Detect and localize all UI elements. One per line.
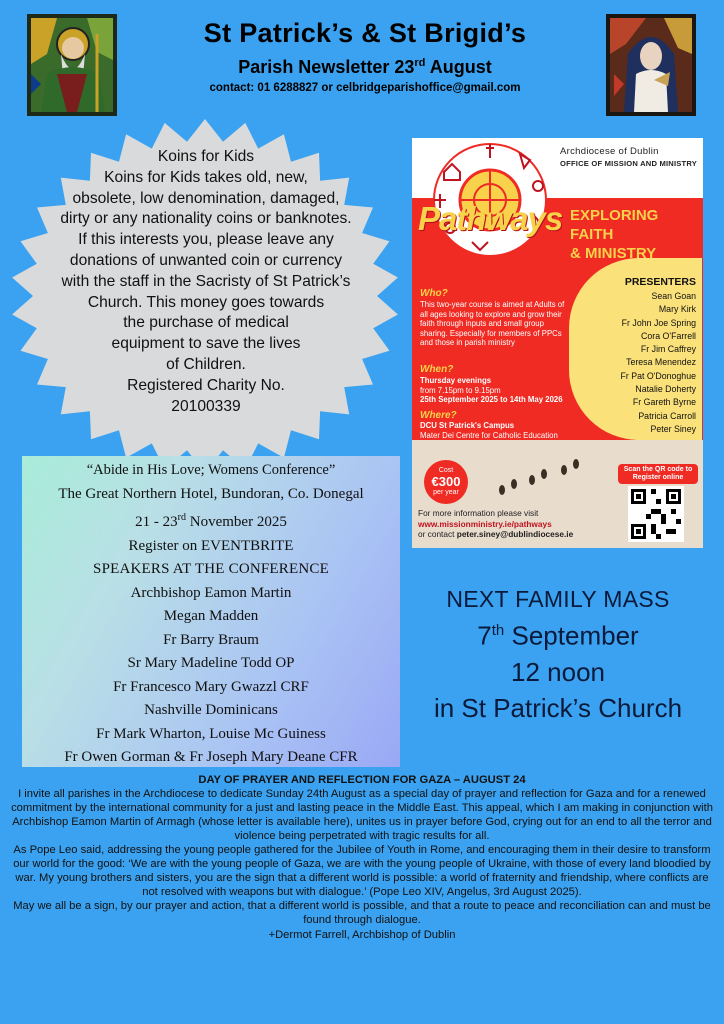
gaza-signature: +Dermot Farrell, Archbishop of Dublin: [268, 928, 456, 941]
cost-badge: [424, 460, 468, 504]
speaker: Archbishop Eamon Martin: [130, 584, 292, 601]
dates-prefix: 21 - 23: [135, 514, 178, 530]
family-mass-time: 12 noon: [511, 656, 605, 687]
presenter: Teresa Menendez: [626, 357, 696, 368]
who-text: This two-year course is aimed at Adults of all ages looking to explore and grow their faith through inputs and small group sharing. Especially for members of PPCs and those in parish ministry: [420, 300, 565, 348]
gaza-title: DAY OF PRAYER AND REFLECTION FOR GAZA – AUGUST 24: [198, 774, 526, 786]
when-heading: When?: [420, 364, 454, 375]
gaza-paragraph: May we all be a sign, by our prayer and action, that a different world is possible, and that a route to peace and reconciliation can and must be found through dialogue.: [13, 900, 711, 927]
cost-value: €300: [431, 474, 461, 489]
speakers-heading: SPEAKERS AT THE CONFERENCE: [93, 561, 329, 577]
poster-explore: [570, 206, 703, 263]
presenters-heading: PRESENTERS: [624, 276, 696, 288]
family-mass-place: in St Patrick’s Church: [433, 692, 683, 723]
date-sup: th: [491, 622, 505, 639]
st-brigid-image: [606, 14, 696, 116]
presenter: Natalie Doherty: [635, 384, 696, 395]
next-family-mass: [404, 585, 712, 726]
scan-qr-label: Scan the QR code to Register online: [618, 464, 698, 484]
explore-line-1: EXPLORING FAITH: [570, 207, 659, 243]
more-info-text: For more information please visit: [418, 508, 539, 518]
subtitle-text: Parish Newsletter 23: [238, 57, 415, 77]
parish-title: St Patrick’s & St Brigid’s: [203, 18, 527, 48]
pathways-poster: [412, 138, 703, 548]
koins-line: If this interests you, please leave any: [78, 231, 334, 249]
where-line: DCU St Patrick's Campus: [420, 421, 515, 430]
when-line: 25th September 2025 to 14th May 2026: [420, 395, 563, 405]
who-heading: Who?: [420, 288, 448, 299]
when-block: [420, 376, 570, 405]
speaker: Sr Mary Madeline Todd OP: [127, 655, 295, 671]
contact-email[interactable]: peter.siney@dublindiocese.ie: [456, 529, 574, 539]
speaker: Megan Madden: [163, 608, 259, 624]
koins-line: donations of unwanted coin or currency: [69, 251, 343, 269]
speaker: Nashville Dominicans: [144, 702, 278, 718]
pathways-link[interactable]: www.missionministry.ie/pathways: [418, 518, 552, 529]
speaker: Fr Barry Braum: [163, 631, 259, 648]
presenter: Patricia Carroll: [638, 410, 696, 421]
presenter: Mary Kirk: [658, 304, 696, 315]
presenter: Fr Jim Caffrey: [640, 344, 696, 355]
newsletter-header: [130, 18, 600, 94]
family-mass-heading: NEXT FAMILY MASS: [446, 586, 670, 612]
poster-archdiocese: Archdiocese of Dublin: [560, 146, 659, 157]
koins-line: Church. This money goes towards: [87, 293, 325, 311]
speaker: Fr Mark Wharton, Louise Mc Guiness: [96, 725, 326, 742]
when-line: from 7.15pm to 9.15pm: [420, 385, 501, 395]
koins-line: Koins for Kids takes old, new,: [104, 168, 308, 186]
gaza-prayer-section: [8, 773, 716, 942]
koins-line: Koins for Kids: [157, 148, 255, 165]
poster-office: OFFICE OF MISSION AND MINISTRY: [560, 159, 698, 168]
when-line: Thursday evenings: [420, 376, 492, 385]
contact-prefix: or contact: [418, 529, 457, 539]
presenters-panel: [569, 258, 702, 440]
dates-sup: rd: [177, 512, 187, 523]
koins-for-kids-notice: [22, 147, 390, 417]
koins-line: of Children.: [166, 355, 246, 373]
presenter: Cora O'Farrell: [641, 330, 696, 341]
date-month: September: [504, 620, 639, 651]
subtitle-month: August: [425, 57, 492, 77]
gaza-paragraph: I invite all parishes in the Archdiocese to dedicate Sunday 24th August as a special day of prayer and reflection for Gaza and for a renewed commitment by the international community for a just and lasting peace in the Middle East. This appeal, which I am making in conjunction with Archbishop Eamon Martin of Armagh (whose letter is available here), unites us in prayer before God, crying out for an end to all the terror and violence being perpetrated with tragic results for all.: [11, 788, 713, 843]
koins-line: obsolete, low denomination, damaged,: [72, 189, 340, 207]
contact-line: contact: 01 6288827 or celbridgeparishoffice@gmail.com: [209, 82, 521, 94]
presenter: Fr Gareth Byrne: [632, 397, 696, 408]
koins-line: Registered Charity No.: [127, 376, 285, 394]
presenter: Peter Siney: [650, 423, 696, 434]
womens-conference-box: [22, 456, 400, 767]
presenter: Sean Goan: [651, 291, 696, 301]
cost-label: Cost: [438, 467, 454, 474]
st-patrick-image: [27, 14, 117, 116]
subtitle-sup: rd: [414, 57, 426, 69]
where-line: Mater Dei Centre for Catholic Education: [420, 430, 558, 440]
gaza-paragraph: As Pope Leo said, addressing the young people gathered for the Jubilee of Youth in Rome, and encouraging them in their desire to transform our world for the good: ‘We are with the young people of Gaza, we are with the young people of Ukraine, with those of every land bloodied by war. My young brothers and sisters, you are the sign that a different world is possible: a world of fraternity and friendship, where conflicts are not resolved with weapons but with dialogue.’ (Pope Leo XIV, Angelus, 3rd August 2025).: [13, 844, 711, 899]
conference-register: Register on EVENTBRITE: [128, 537, 294, 554]
koins-line: the purchase of medical: [123, 314, 289, 332]
date-day: 7: [477, 620, 492, 651]
conference-title: “Abide in His Love; Womens Conference”: [86, 462, 336, 478]
koins-line: equipment to save the lives: [111, 335, 301, 353]
explore-line-2: & MINISTRY: [570, 245, 657, 262]
conference-venue: The Great Northern Hotel, Bundoran, Co. Donegal: [58, 485, 364, 502]
speaker: Fr Owen Gorman & Fr Joseph Mary Deane CFR: [64, 749, 358, 765]
where-heading: Where?: [420, 410, 457, 421]
footprints-icon: [492, 456, 612, 496]
koins-line: with the staff in the Sacristy of St Patrick’s: [61, 272, 351, 290]
qr-code-icon[interactable]: [628, 486, 684, 542]
family-mass-date: [404, 613, 712, 654]
presenter: Fr John Joe Spring: [621, 317, 696, 328]
poster-pathways-title: Pathways: [418, 200, 563, 237]
cost-unit: per year: [433, 489, 459, 496]
more-info: [418, 508, 618, 540]
newsletter-subtitle: [130, 57, 600, 78]
dates-suffix: November 2025: [186, 514, 287, 530]
koins-line: dirty or any nationality coins or banknotes.: [60, 210, 352, 228]
koins-line: 20100339: [171, 397, 241, 415]
conference-dates: [22, 506, 400, 535]
presenter: Fr Pat O'Donoghue: [620, 370, 696, 381]
speaker: Fr Francesco Mary Gwazzl CRF: [113, 678, 309, 695]
